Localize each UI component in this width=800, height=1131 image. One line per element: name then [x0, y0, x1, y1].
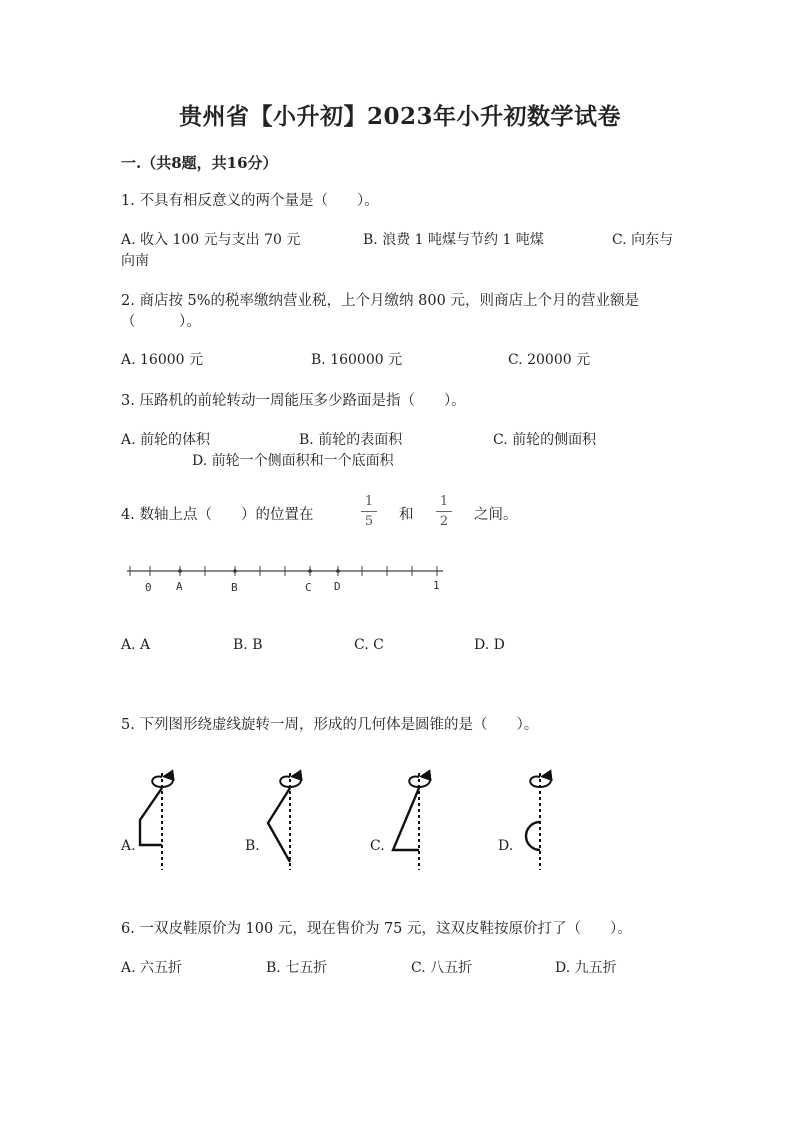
question-1-option-c-wrap[interactable]: 向南	[121, 253, 149, 269]
question-5-option-b[interactable]: B.	[245, 838, 260, 854]
question-1-option-c[interactable]: C. 向东与	[612, 232, 674, 248]
question-3-option-c[interactable]: C. 前轮的侧面积	[493, 432, 597, 448]
question-6-option-b[interactable]: B. 七五折	[266, 960, 328, 976]
question-6-option-a[interactable]: A. 六五折	[121, 960, 183, 976]
question-4-option-c[interactable]: C. C	[354, 637, 384, 653]
question-1-option-b[interactable]: B. 浪费 1 吨煤与节约 1 吨煤	[363, 232, 544, 248]
question-4-option-a[interactable]: A. A	[121, 637, 151, 653]
number-line-point-c: C	[305, 581, 312, 594]
question-2-option-a[interactable]: A. 16000 元	[121, 352, 203, 368]
question-1-option-a[interactable]: A. 收入 100 元与支出 70 元	[121, 232, 301, 248]
question-2-option-b[interactable]: B. 160000 元	[311, 352, 403, 368]
question-5-option-c[interactable]: C.	[370, 838, 385, 854]
fraction-denominator: 5	[364, 514, 374, 529]
question-4-text: 4. 数轴上点（ ）的位置在	[121, 507, 314, 523]
figure-a-icon	[140, 773, 173, 870]
question-5-text: 5. 下列图形绕虚线旋转一周，形成的几何体是圆锥的是（ ）。	[121, 717, 539, 733]
fraction-numerator: 1	[364, 494, 374, 509]
figure-d-icon	[526, 773, 551, 870]
fraction-numerator: 1	[439, 494, 449, 509]
question-6-text: 6. 一双皮鞋原价为 100 元，现在售价为 75 元，这双皮鞋按原价打了（ ）。	[121, 921, 632, 937]
question-2-option-c[interactable]: C. 20000 元	[508, 352, 591, 368]
question-4-option-b[interactable]: B. B	[233, 637, 263, 653]
question-2-text: 2. 商店按 5%的税率缴纳营业税，上个月缴纳 800 元，则商店上个月的营业额是	[121, 293, 639, 309]
question-4-text-end: 之间。	[474, 507, 518, 523]
question-4-and: 和	[399, 507, 414, 523]
page-title: 贵州省【小升初】2023年小升初数学试卷	[178, 103, 621, 130]
number-line-label-one: 1	[433, 579, 440, 592]
number-line-point-a: A	[176, 580, 183, 593]
number-line-point-b: B	[231, 581, 238, 594]
number-line-point-d: D	[334, 580, 341, 593]
question-3-option-d[interactable]: D. 前轮一个侧面积和一个底面积	[192, 453, 394, 469]
question-5-option-d[interactable]: D.	[498, 838, 514, 854]
question-1-text: 1. 不具有相反意义的两个量是（ ）。	[121, 193, 379, 209]
question-6-option-c[interactable]: C. 八五折	[411, 960, 473, 976]
question-3-option-b[interactable]: B. 前轮的表面积	[299, 432, 403, 448]
number-line-label-zero: 0	[145, 581, 152, 594]
figure-c-icon	[393, 773, 430, 870]
question-6-option-d[interactable]: D. 九五折	[555, 960, 617, 976]
section-heading: 一.（共8题，共16分）	[121, 154, 278, 172]
question-3-option-a[interactable]: A. 前轮的体积	[121, 432, 211, 448]
question-4-option-d[interactable]: D. D	[474, 637, 505, 653]
fraction-denominator: 2	[439, 514, 449, 529]
question-3-text: 3. 压路机的前轮转动一周能压多少路面是指（ ）。	[121, 393, 466, 409]
question-2-text-line2: （ ）。	[121, 314, 201, 330]
question-5-option-a[interactable]: A.	[121, 838, 136, 854]
figure-b-icon	[268, 773, 301, 870]
